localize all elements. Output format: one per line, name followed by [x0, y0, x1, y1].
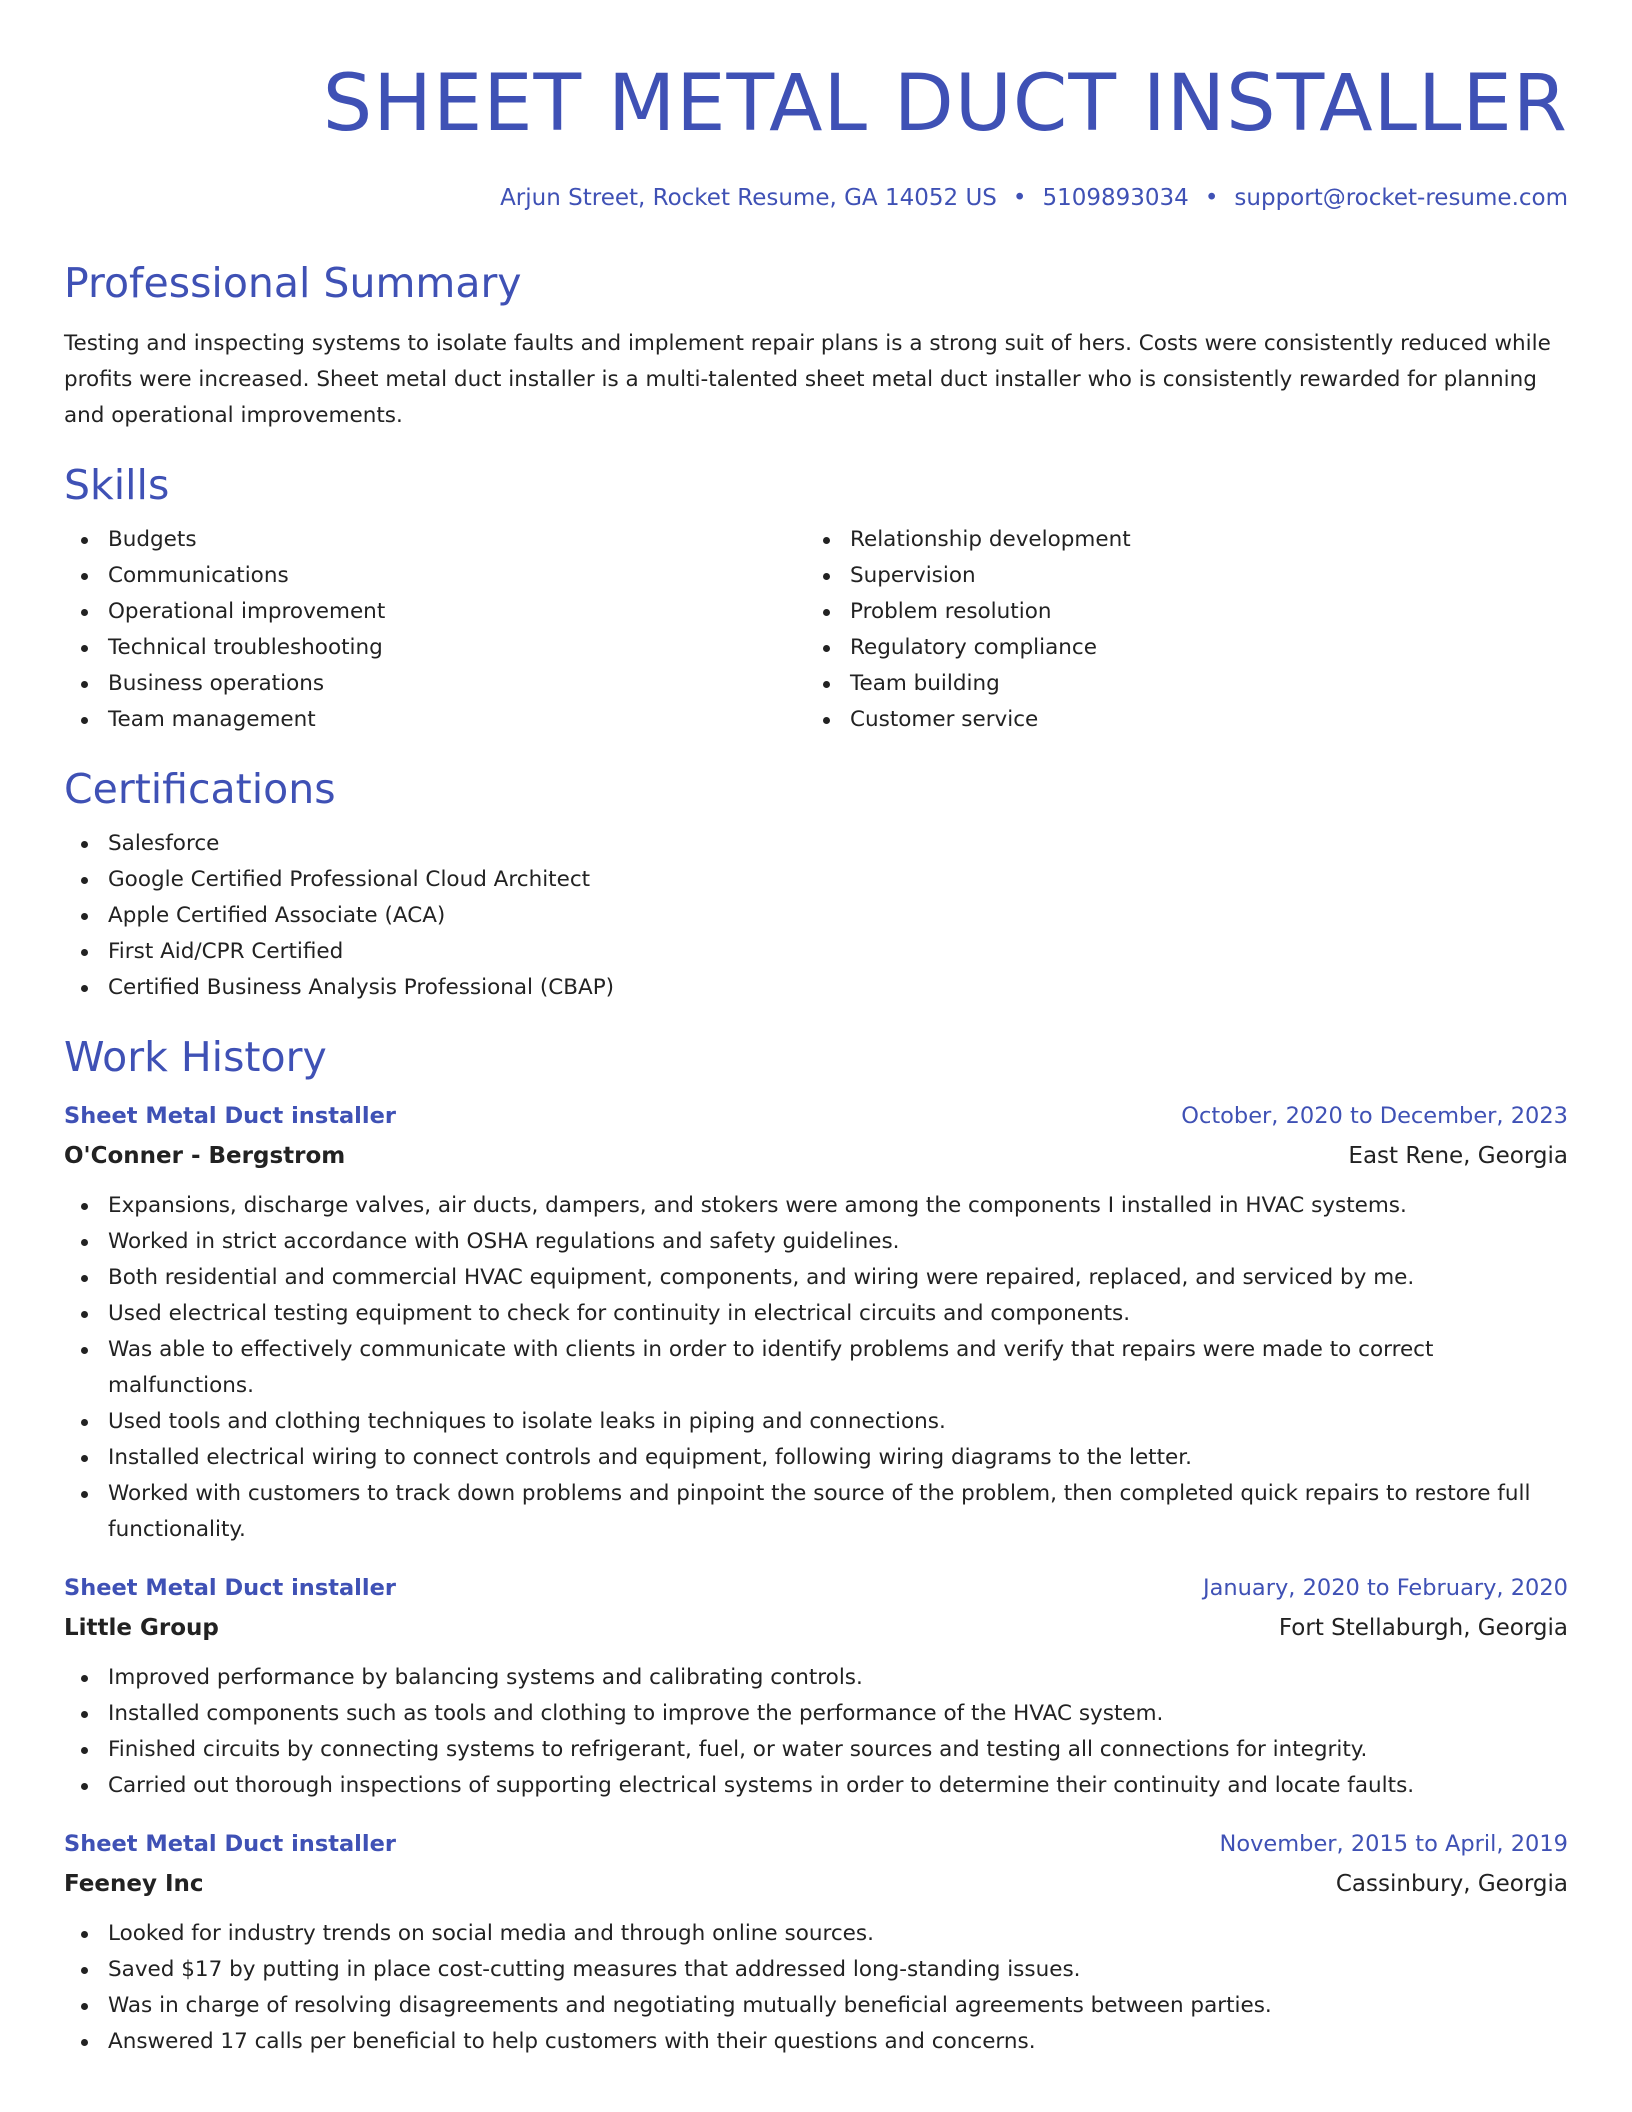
job-bullet: Used electrical testing equipment to check for continuity in electrical circuits and components.	[64, 1296, 1568, 1332]
certification-item: Apple Certified Associate (ACA)	[64, 898, 1568, 934]
resume-page	[64, 0, 1568, 2060]
certification-item: Salesforce	[64, 826, 1568, 862]
job-bullets	[64, 1916, 1568, 2060]
job-location: Fort Stellaburgh, Georgia	[1278, 1615, 1568, 1641]
job-bullet: Was in charge of resolving disagreements and negotiating mutually beneficial agreements between parties.	[64, 1988, 1568, 2024]
contact-email: support@rocket-resume.com	[1234, 185, 1568, 211]
certification-item: First Aid/CPR Certified	[64, 934, 1568, 970]
job-bullet: Carried out thorough inspections of supporting electrical systems in order to determine their continuity and locate faults.	[64, 1768, 1568, 1804]
contact-separator: •	[1012, 185, 1027, 211]
job-bullet: Saved $17 by putting in place cost-cutting measures that addressed long-standing issues.	[64, 1952, 1568, 1988]
work-history-heading: Work History	[64, 1033, 327, 1081]
job-title-row	[64, 1824, 1568, 1864]
skills-section	[64, 460, 1568, 738]
job-bullet: Was able to effectively communicate with clients in order to identify problems and verify that repairs were made to correct malfunctions.	[64, 1332, 1568, 1404]
job-company: O'Conner - Bergstrom	[64, 1143, 346, 1169]
job-dates: January, 2020 to February, 2020	[1202, 1575, 1568, 1601]
skill-item: Customer service	[806, 702, 1548, 738]
job-company-row	[64, 1608, 1568, 1648]
contact-phone: 5109893034	[1042, 185, 1189, 211]
skill-item: Supervision	[806, 558, 1548, 594]
skill-item: Problem resolution	[806, 594, 1548, 630]
job-entry	[64, 1568, 1568, 1804]
job-bullets	[64, 1188, 1568, 1548]
summary-section	[64, 258, 1568, 434]
job-bullet: Improved performance by balancing systems and calibrating controls.	[64, 1660, 1568, 1696]
skill-item: Operational improvement	[64, 594, 806, 630]
job-bullet: Answered 17 calls per beneficial to help customers with their questions and concerns.	[64, 2024, 1568, 2060]
certifications-heading: Certifications	[64, 765, 336, 813]
job-bullets	[64, 1660, 1568, 1804]
job-company-row	[64, 1136, 1568, 1176]
job-bullet: Installed electrical wiring to connect controls and equipment, following wiring diagrams to the letter.	[64, 1440, 1568, 1476]
certification-item: Certified Business Analysis Professional (CBAP)	[64, 970, 1568, 1006]
resume-name: SHEET METAL DUCT INSTALLER	[322, 59, 1568, 149]
skill-item: Relationship development	[806, 522, 1548, 558]
work-history-section	[64, 1032, 1568, 2060]
job-company: Feeney Inc	[64, 1871, 204, 1897]
job-dates: November, 2015 to April, 2019	[1219, 1831, 1568, 1857]
job-title-row	[64, 1568, 1568, 1608]
skill-item: Budgets	[64, 522, 806, 558]
job-bullet: Worked in strict accordance with OSHA regulations and safety guidelines.	[64, 1224, 1568, 1260]
job-title: Sheet Metal Duct installer	[64, 1575, 396, 1601]
skills-heading: Skills	[64, 461, 170, 509]
job-title-row	[64, 1096, 1568, 1136]
job-bullet: Looked for industry trends on social media and through online sources.	[64, 1916, 1568, 1952]
skill-item: Business operations	[64, 666, 806, 702]
job-bullet: Expansions, discharge valves, air ducts, dampers, and stokers were among the components I installed in HVAC systems.	[64, 1188, 1568, 1224]
job-location: East Rene, Georgia	[1348, 1143, 1568, 1169]
certifications-list	[64, 826, 1568, 1006]
job-location: Cassinbury, Georgia	[1335, 1871, 1568, 1897]
skill-item: Technical troubleshooting	[64, 630, 806, 666]
summary-heading: Professional Summary	[64, 259, 522, 307]
skills-list-left	[64, 522, 806, 738]
job-company-row	[64, 1864, 1568, 1904]
skills-list-right	[806, 522, 1548, 738]
job-company: Little Group	[64, 1615, 219, 1641]
job-bullet: Both residential and commercial HVAC equipment, components, and wiring were repaired, replaced, and serviced by me.	[64, 1260, 1568, 1296]
contact-line	[64, 182, 1568, 214]
summary-text: Testing and inspecting systems to isolate faults and implement repair plans is a strong suit of hers. Costs were consistently reduced while profits were increased. Sheet metal duct installer is a multi-talented sheet metal duct installer who is consistently rewarded for planning and operational improvements.	[64, 331, 1551, 428]
job-entry	[64, 1824, 1568, 2060]
job-title: Sheet Metal Duct installer	[64, 1103, 396, 1129]
skill-item: Team management	[64, 702, 806, 738]
job-title: Sheet Metal Duct installer	[64, 1831, 396, 1857]
job-dates: October, 2020 to December, 2023	[1181, 1103, 1568, 1129]
certifications-section	[64, 764, 1568, 1006]
job-bullet: Installed components such as tools and clothing to improve the performance of the HVAC system.	[64, 1696, 1568, 1732]
contact-address: Arjun Street, Rocket Resume, GA 14052 US	[500, 185, 997, 211]
contact-separator: •	[1204, 185, 1219, 211]
job-bullet: Used tools and clothing techniques to isolate leaks in piping and connections.	[64, 1404, 1568, 1440]
job-bullet: Finished circuits by connecting systems to refrigerant, fuel, or water sources and testing all connections for integrity.	[64, 1732, 1568, 1768]
skill-item: Regulatory compliance	[806, 630, 1548, 666]
job-entry	[64, 1096, 1568, 1548]
skill-item: Communications	[64, 558, 806, 594]
certification-item: Google Certified Professional Cloud Architect	[64, 862, 1568, 898]
skills-grid	[64, 522, 1568, 738]
job-bullet: Worked with customers to track down problems and pinpoint the source of the problem, then completed quick repairs to restore full functionality.	[64, 1476, 1568, 1548]
skill-item: Team building	[806, 666, 1548, 702]
